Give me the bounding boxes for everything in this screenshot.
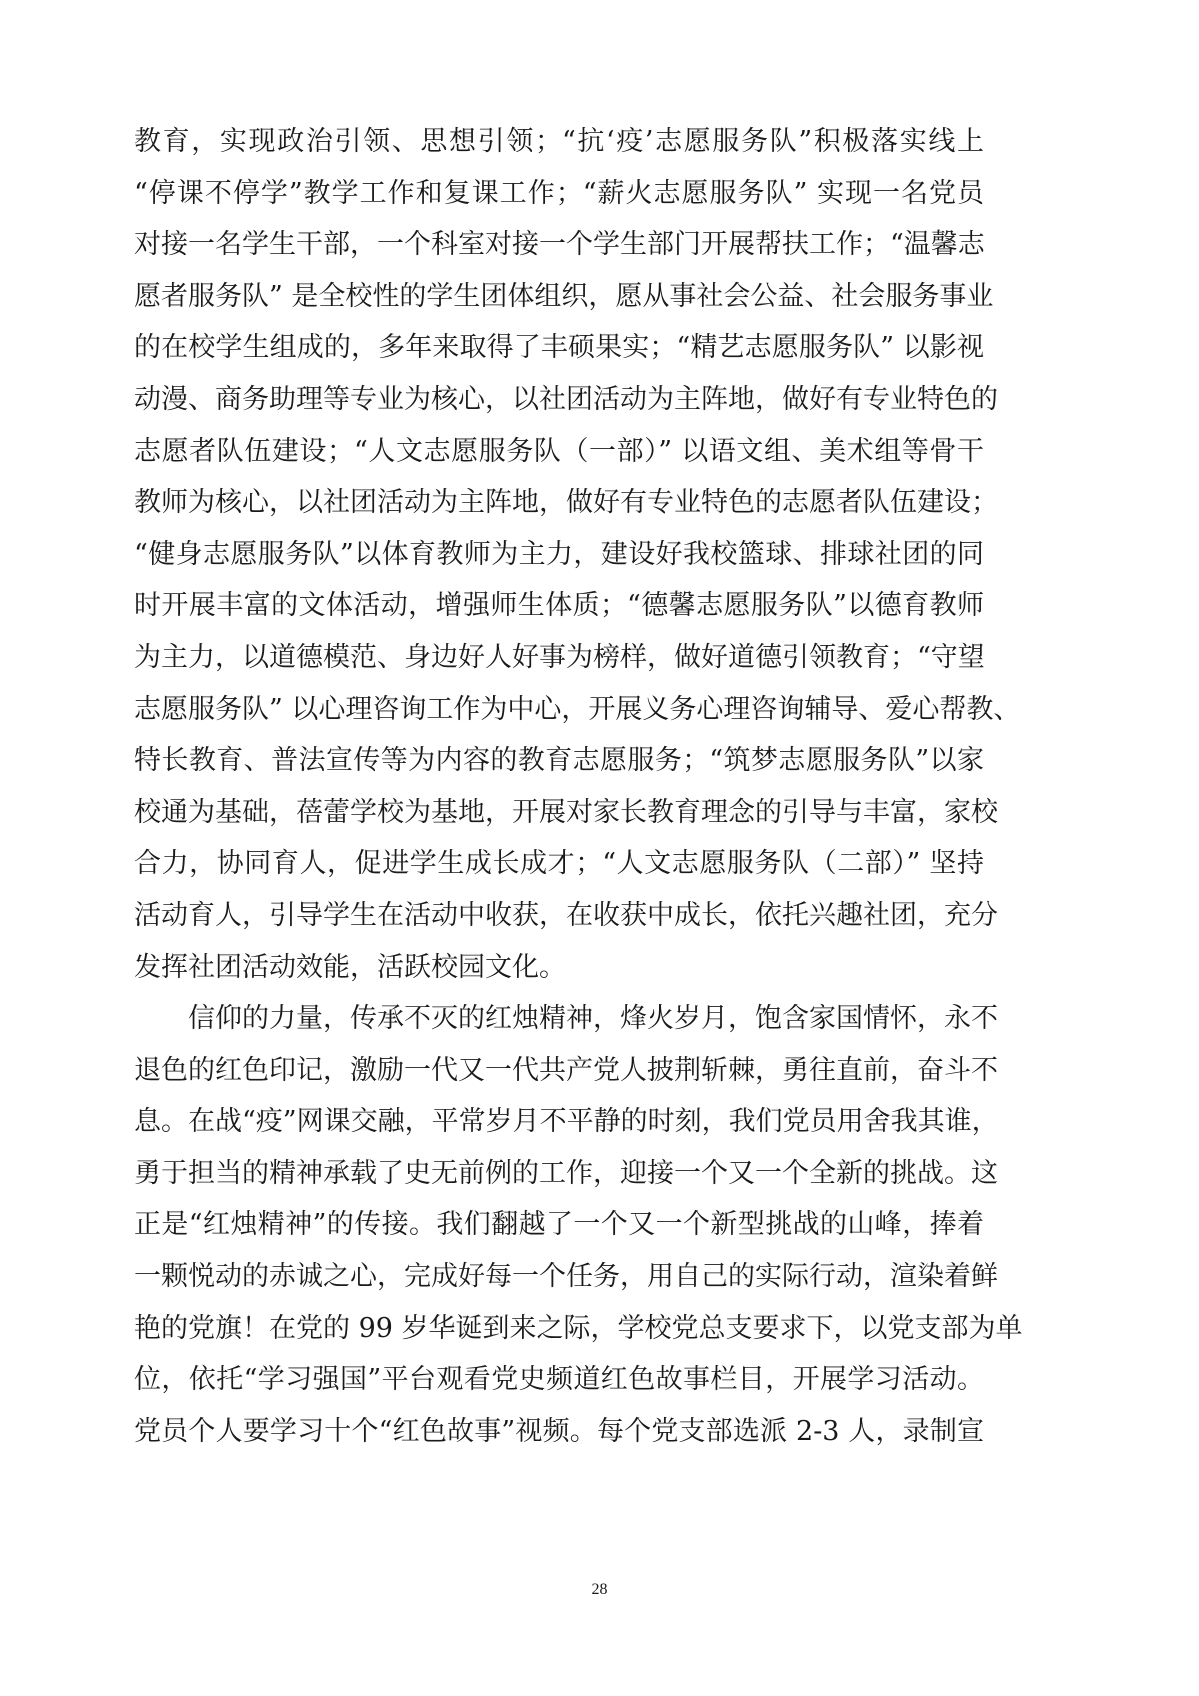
text-line: 志愿服务队” 以心理咨询工作为中心，开展义务心理咨询辅导、爱心帮教、 bbox=[134, 693, 1021, 725]
text-line: 退色的红色印记，激励一代又一代共产党人披荆斩棘，勇往直前，奋斗不 bbox=[134, 1054, 998, 1086]
text-line: 志愿者队伍建设；“人文志愿服务队（一部）” 以语文组、美术组等骨干 bbox=[134, 435, 984, 467]
text-line: 教育，实现政治引领、思想引领；“抗‘疫’志愿服务队”积极落实线上 bbox=[134, 126, 984, 157]
text-line: 一颗悦动的赤诚之心，完成好每一个任务，用自己的实际行动，渲染着鲜 bbox=[134, 1261, 998, 1293]
text-line: 校通为基础，蓓蕾学校为基地，开展对家长教育理念的引导与丰富，家校 bbox=[134, 796, 998, 828]
text-line: 特长教育、普法宣传等为内容的教育志愿服务；“筑梦志愿服务队”以家 bbox=[134, 745, 984, 777]
text-line: 教师为核心，以社团活动为主阵地，做好有专业特色的志愿者队伍建设； bbox=[134, 487, 998, 519]
text-line: 党员个人要学习十个“红色故事”视频。每个党支部选派 2-3 人，录制宣 bbox=[134, 1415, 984, 1447]
body-text bbox=[134, 116, 1023, 1457]
text-line: 位，依托“学习强国”平台观看党史频道红色故事栏目，开展学习活动。 bbox=[134, 1364, 984, 1396]
text-line: 活动育人，引导学生在活动中收获，在收获中成长，依托兴趣社团，充分 bbox=[134, 899, 998, 931]
paragraph-red-candle-spirit bbox=[134, 993, 1023, 1457]
text-line: 正是“红烛精神”的传接。我们翻越了一个又一个新型挑战的山峰，捧着 bbox=[134, 1209, 984, 1241]
text-line: 动漫、商务助理等专业为核心，以社团活动为主阵地，做好有专业特色的 bbox=[134, 383, 998, 415]
text-line: 艳的党旗！在党的 99 岁华诞到来之际，学校党总支要求下，以党支部为单 bbox=[134, 1312, 1023, 1344]
text-line: 勇于担当的精神承载了史无前例的工作，迎接一个又一个全新的挑战。这 bbox=[134, 1157, 998, 1189]
text-line: 为主力，以道德模范、身边好人好事为榜样，做好道德引领教育；“守望 bbox=[134, 641, 985, 673]
page-number: 28 bbox=[591, 1581, 608, 1598]
text-line: 对接一名学生干部，一个科室对接一个学生部门开展帮扶工作；“温馨志 bbox=[134, 229, 985, 261]
paragraph-volunteer-teams bbox=[134, 116, 1021, 993]
text-line: “健身志愿服务队”以体育教师为主力，建设好我校篮球、排球社团的同 bbox=[134, 538, 984, 570]
text-line: 信仰的力量，传承不灭的红烛精神，烽火岁月，饱含家国情怀，永不 bbox=[134, 1003, 998, 1035]
text-line: 时开展丰富的文体活动，增强师生体质；“德馨志愿服务队”以德育教师 bbox=[134, 590, 984, 622]
text-line: 发挥社团活动效能，活跃校园文化。 bbox=[134, 951, 566, 983]
text-line: 的在校学生组成的，多年来取得了丰硕果实；“精艺志愿服务队” 以影视 bbox=[134, 332, 984, 364]
text-line: 愿者服务队” 是全校性的学生团体组织，愿从事社会公益、社会服务事业 bbox=[134, 280, 994, 312]
text-line: 合力，协同育人，促进学生成长成才；“人文志愿服务队（二部）” 坚持 bbox=[134, 848, 984, 880]
text-line: “停课不停学”教学工作和复课工作；“薪火志愿服务队” 实现一名党员 bbox=[134, 177, 984, 209]
text-line: 息。在战“疫”网课交融，平常岁月不平静的时刻，我们党员用舍我其谁， bbox=[134, 1106, 999, 1138]
